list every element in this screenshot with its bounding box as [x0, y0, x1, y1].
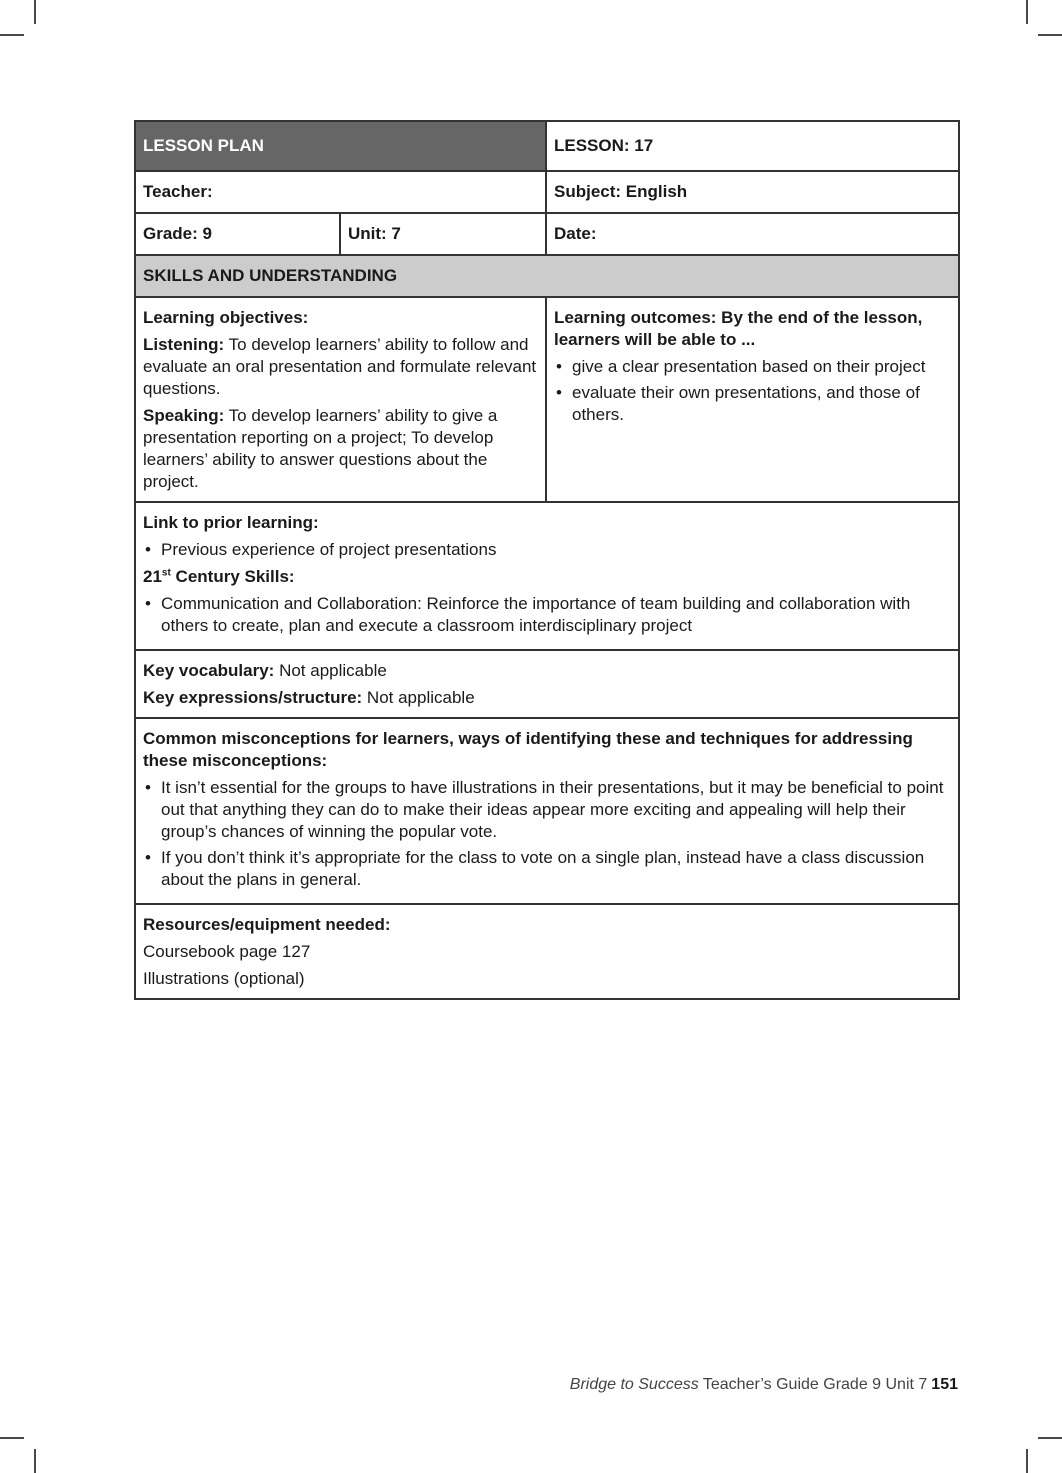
century-sup: st — [161, 567, 171, 579]
key-vocabulary-value: Not applicable — [274, 661, 387, 680]
resources-heading: Resources/equipment needed: — [143, 915, 391, 934]
learning-outcomes-cell — [546, 297, 959, 502]
vocabulary-cell — [135, 650, 959, 718]
key-expressions-label: Key expressions/structure: — [143, 688, 363, 707]
list-item: • It isn’t essential for the groups to have illustrations in their presentations, but it may be beneficial to point out that anything they can do to make their ideas appear more exciting and appealing will help their group’s chances of winning the popular vote. — [143, 777, 951, 843]
crop-mark-top-right-v — [1026, 0, 1028, 24]
learning-outcomes-heading: Learning outcomes: By the end of the lesson, learners will be able to ... — [554, 308, 923, 349]
crop-mark-top-left-v — [34, 0, 36, 24]
learning-outcomes-list — [554, 356, 951, 426]
book-title: Bridge to Success — [569, 1376, 699, 1393]
resource-item: Coursebook page 127 — [143, 942, 311, 961]
list-item: • evaluate their own presentations, and those of others. — [554, 382, 951, 426]
lesson-number: LESSON: 17 — [546, 121, 959, 171]
crop-mark-bottom-left-v — [34, 1449, 36, 1473]
crop-mark-bottom-right-v — [1026, 1449, 1028, 1473]
listening-objective — [143, 334, 538, 400]
misconceptions-list — [143, 777, 951, 891]
speaking-text: To develop learners’ ability to give a presentation reporting on a project; To develop learners’ ability to answer questions about the project. — [143, 406, 498, 491]
century-skills-list — [143, 593, 951, 637]
misconceptions-cell — [135, 718, 959, 904]
key-expressions-value: Not applicable — [362, 688, 475, 707]
teacher-field: Teacher: — [135, 171, 546, 213]
learning-objectives-heading: Learning objectives: — [143, 308, 309, 327]
prior-learning-heading: Link to prior learning: — [143, 513, 319, 532]
date-field: Date: — [546, 213, 959, 255]
list-item: • Communication and Collaboration: Reinforce the importance of team building and collaboration with others to create, plan and execute a classroom interdisciplinary project — [143, 593, 951, 637]
page-footer — [560, 1376, 958, 1394]
century-rest: Century Skills: — [170, 567, 295, 586]
crop-mark-top-right-h — [1038, 34, 1062, 36]
list-item: • Previous experience of project presentations — [143, 539, 951, 561]
misconceptions-heading: Common misconceptions for learners, ways of identifying these and techniques for addressing these misconceptions: — [143, 729, 913, 770]
century-skills-heading — [143, 566, 951, 588]
lesson-plan-table — [134, 120, 960, 1000]
prior-learning-cell — [135, 502, 959, 650]
key-vocabulary-label: Key vocabulary: — [143, 661, 275, 680]
speaking-label: Speaking: — [143, 406, 225, 425]
lesson-plan-title: LESSON PLAN — [135, 121, 546, 171]
listening-label: Listening: — [143, 335, 225, 354]
resource-item: Illustrations (optional) — [143, 969, 305, 988]
grade-field: Grade: 9 — [135, 213, 340, 255]
crop-mark-top-left-h — [0, 34, 24, 36]
key-vocabulary — [143, 660, 951, 682]
unit-field: Unit: 7 — [340, 213, 546, 255]
century-num: 21 — [143, 567, 162, 586]
crop-mark-bottom-left-h — [0, 1437, 24, 1439]
subject-field: Subject: English — [546, 171, 959, 213]
learning-objectives-cell — [135, 297, 546, 502]
skills-section-header: SKILLS AND UNDERSTANDING — [135, 255, 959, 297]
list-item: • give a clear presentation based on their project — [554, 356, 951, 378]
list-item: • If you don’t think it’s appropriate for the class to vote on a single plan, instead have a class discussion about the plans in general. — [143, 847, 951, 891]
key-expressions — [143, 687, 951, 709]
crop-mark-bottom-right-h — [1038, 1437, 1062, 1439]
resources-cell — [135, 904, 959, 999]
speaking-objective — [143, 405, 538, 493]
prior-learning-list — [143, 539, 951, 561]
footer-guide-text: Teacher’s Guide Grade 9 Unit 7 — [698, 1376, 928, 1393]
listening-text: To develop learners’ ability to follow and evaluate an oral presentation and formulate relevant questions. — [143, 335, 537, 398]
page-number: 151 — [931, 1376, 958, 1393]
